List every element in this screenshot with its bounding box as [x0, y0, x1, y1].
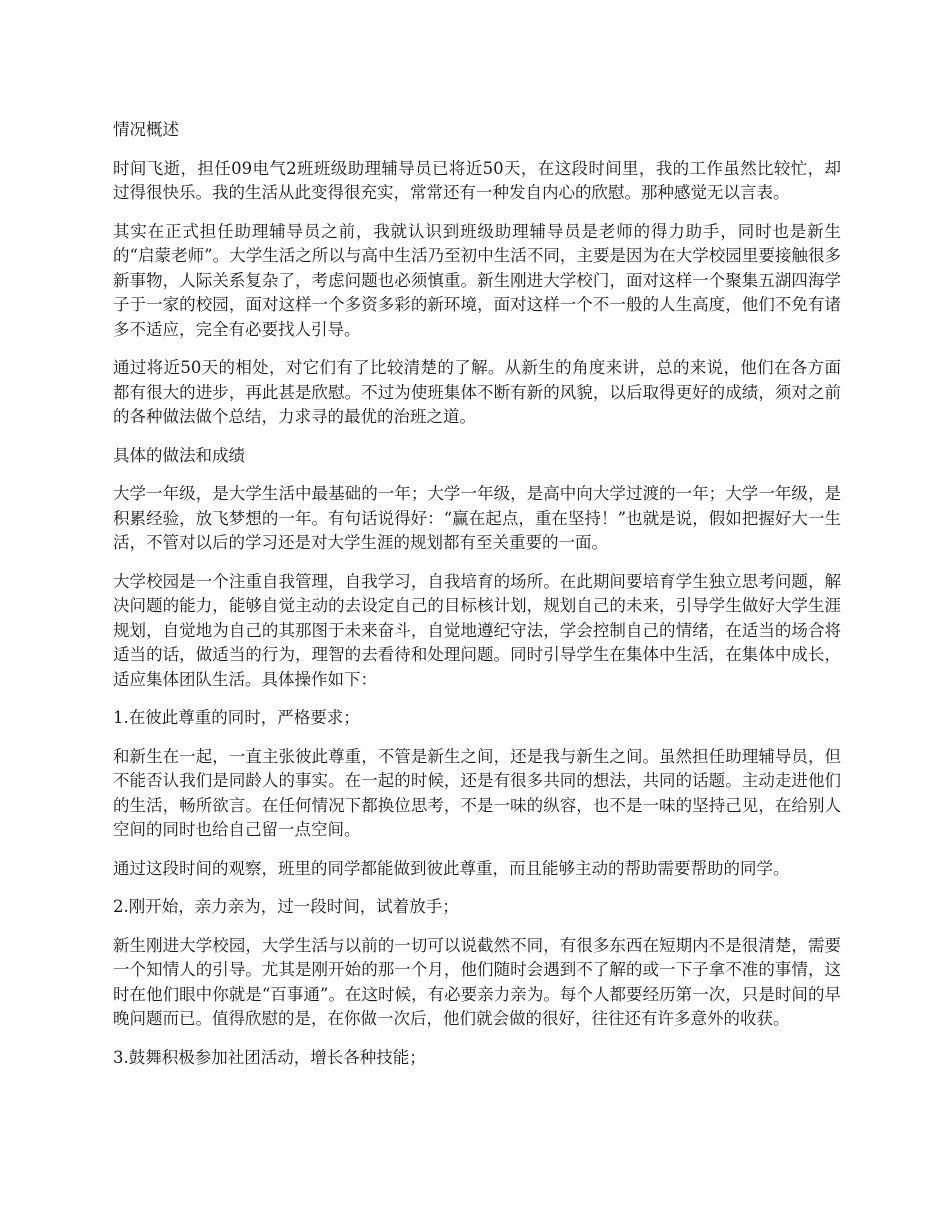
paragraph: 大学一年级，是大学生活中最基础的一年；大学一年级，是高中向大学过渡的一年；大学一年级，是积累经验，放飞梦想的一年。有句话说得好：“赢在起点，重在坚持！”也就是说，假如把握好大一生活，不管对以后的学习还是对大学生涯的规划都有至关重要的一面。: [113, 484, 841, 552]
list-item-heading-3: 3.鼓舞积极参加社团活动，增长各种技能；: [113, 1047, 426, 1067]
paragraph: 新生刚进大学校园，大学生活与以前的一切可以说截然不同，有很多东西在短期内不是很清楚，需要一个知情人的引导。尤其是刚开始的那一个月，他们随时会遇到不了解的或一下子拿不准的事情，这时在他们眼中你就是“百事通”。在这时候，有必要亲力亲为。每个人都要经历第一次，只是时间的早晚问题而已。值得欣慰的是，在你做一次后，他们就会做的很好，往往还有许多意外的收获。: [113, 935, 841, 1028]
paragraph: 通过这段时间的观察，班里的同学都能做到彼此尊重，而且能够主动的帮助需要帮助的同学。: [113, 858, 790, 878]
list-item-heading-2: 2.刚开始，亲力亲为，过一段时间，试着放手；: [113, 897, 459, 916]
document-body: [113, 118, 841, 1084]
paragraph: 其实在正式担任助理辅导员之前，我就认识到班级助理辅导员是老师的得力助手，同时也是新生的“启蒙老师”。大学生活之所以与高中生活乃至初中生活不同，主要是因为在大学校园里要接触很多新事物，人际关系复杂了，考虑问题也必须慎重。新生刚进大学校门，面对这样一个聚集五湖四海学子于一家的校园，面对这样一个多资多彩的新环境，面对这样一个不一般的人生高度，他们不免有诸多不适应，完全有必要找人引导。: [113, 221, 841, 339]
section-heading-methods: 具体的做法和成绩: [113, 445, 245, 465]
paragraph: 大学校园是一个注重自我管理，自我学习，自我培育的场所。在此期间要培育学生独立思考问题，解决问题的能力，能够自觉主动的去设定自己的目标核计划，规划自己的未来，引导学生做好大学生涯规划，自觉地为自己的其那图于未来奋斗，自觉地遵纪守法，学会控制自己的情绪，在适当的场合将适当的话，做适当的行为，理智的去看待和处理问题。同时引导学生在集体中生活，在集体中成长，适应集体团队生活。具体操作如下：: [113, 571, 841, 689]
paragraph: 和新生在一起，一直主张彼此尊重，不管是新生之间，还是我与新生之间。虽然担任助理辅导员，但不能否认我们是同龄人的事实。在一起的时候，还是有很多共同的想法，共同的话题。主动走进他们的生活，畅所欲言。在任何情况下都换位思考，不是一味的纵容，也不是一味的坚持己见，在给别人空间的同时也给自己留一点空间。: [113, 746, 841, 839]
paragraph: 通过将近50天的相处，对它们有了比较清楚的了解。从新生的角度来讲，总的来说，他们在各方面都有很大的进步，再此甚是欣慰。不过为使班集体不断有新的风貌，以后取得更好的成绩，须对之前的各种做法做个总结，力求寻的最优的治班之道。: [113, 358, 841, 426]
list-item-heading-1: 1.在彼此尊重的同时，严格要求；: [113, 708, 360, 727]
section-heading-overview: 情况概述: [113, 120, 179, 139]
paragraph: 时间飞逝，担任09电气2班班级助理辅导员已将近50天，在这段时间里，我的工作虽然比较忙，却过得很快乐。我的生活从此变得很充实，常常还有一种发自内心的欣慰。那种感觉无以言表。: [113, 158, 841, 202]
